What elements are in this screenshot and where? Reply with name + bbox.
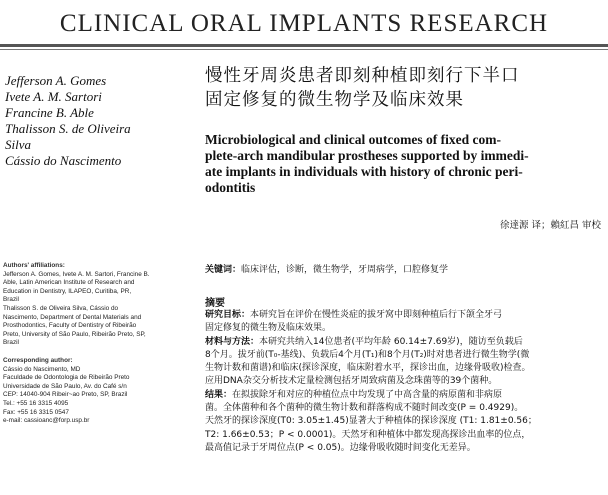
abstract-heading: 摘要 <box>205 298 225 309</box>
abstract-section-label: 结果： <box>205 389 233 400</box>
journal-title: CLINICAL ORAL IMPLANTS RESEARCH <box>59 10 549 37</box>
abstract-line <box>205 429 605 442</box>
affiliations-block <box>3 262 191 426</box>
author-name: Silva <box>5 137 31 152</box>
abstract-line <box>205 402 605 415</box>
abstract-line <box>205 309 605 322</box>
abstract-text: T2: 1.66±0.53；P < 0.0001)。天然牙和种植体中都发现高探诊出血率的位点， <box>205 429 531 440</box>
abstract-line <box>205 322 605 335</box>
abstract-line <box>205 442 605 455</box>
abstract-line <box>205 349 605 362</box>
affiliation-line: Education in Dentistry, ILAPEO, Curitiba, PR, <box>3 287 132 295</box>
keywords-row <box>205 262 605 275</box>
title-en-line: odontitis <box>205 180 256 195</box>
abstract-text: 应用DNA杂交分析技术定量检测包括牙周致病菌及念珠菌等的39个菌种。 <box>205 376 498 387</box>
correspondence-line: Universidade de São Paulo, Av. do Café s/n <box>3 382 127 390</box>
abstract-text: 在拟拔除牙和对应的种植位点中均发现了中高含量的病原菌和非病原 <box>232 389 503 400</box>
abstract-body <box>205 309 605 455</box>
abstract-line <box>205 362 605 375</box>
author-name: Jefferson A. Gomes <box>5 73 107 88</box>
article-title-english <box>205 132 605 196</box>
author-list <box>5 73 195 169</box>
author-name: Ivete A. M. Sartori <box>5 89 102 104</box>
abstract-section-label: 材料与方法： <box>205 336 260 347</box>
affiliation-line: Able, Latin American Institute of Research and <box>3 279 135 287</box>
affiliations-heading: Authors' affiliations: <box>3 262 65 269</box>
author-name: Thalisson S. de Oliveira <box>5 121 131 136</box>
title-cn-line: 固定修复的微生物学及临床效果 <box>205 90 464 110</box>
article-title-chinese <box>205 64 605 112</box>
author-name: Francine B. Able <box>5 105 94 120</box>
abstract-line <box>205 389 605 402</box>
header-rule-thin <box>0 49 608 50</box>
keywords-text: 临床评估，诊断，微生物学，牙周病学，口腔修复学 <box>241 265 449 275</box>
affiliation-line: Brazil <box>3 296 19 304</box>
affiliation-line: Jefferson A. Gomes, Ivete A. M. Sartori, Francine B. <box>3 270 150 278</box>
email-link[interactable]: e-mail: cassioanc@forp.usp.br <box>3 417 90 425</box>
correspondence-line: Cássio do Nascimento, MD <box>3 365 81 373</box>
abstract-line <box>205 415 605 428</box>
abstract-text: 生物计数和菌谱)和临床(探诊深度，临床附着水平，探诊出血，边缘骨吸收)检查。 <box>205 363 531 374</box>
abstract-text: 8个月。拔牙前(T₀-基线)、负载后4个月(T₁)和8个月(T₂)时对患者进行微生物学(微 <box>205 349 530 360</box>
correspondence-line: Tel.: +55 16 3315 4095 <box>3 399 69 407</box>
affiliation-line: Brazil <box>3 339 19 347</box>
abstract-text: 固定修复的微生物及临床效果。 <box>205 323 332 334</box>
affiliation-line: Thalisson S. de Oliveira Silva, Cássio do <box>3 304 119 312</box>
title-en-line: ate implants in individuals with history of chronic peri- <box>205 164 523 179</box>
abstract-text: 最高值记录于牙周位点(P < 0.05)。边缘骨吸收随时间变化无差异。 <box>205 442 476 453</box>
correspondence-heading: Corresponding author: <box>3 356 73 364</box>
title-cn-line: 慢性牙周炎患者即刻种植即刻行下半口 <box>205 66 520 86</box>
header-rule <box>0 44 608 47</box>
abstract-text: 本研究共纳入14位患者(平均年龄 60.14±7.69岁)，随访至负载后 <box>259 336 523 347</box>
affiliation-line: Nascimento, Department of Dental Materials and <box>3 313 142 321</box>
abstract-text: 天然牙的探诊深度(T0: 3.05±1.45)显著大于种植体的探诊深度 (T1: 1.81±0.56； <box>205 416 537 427</box>
correspondence-line: Faculdade de Odontologia de Ribeirão Preto <box>3 374 130 382</box>
correspondence-line: CEP: 14040-904 Ribeir~ao Preto, SP, Brazil <box>3 391 128 399</box>
author-name: Cássio do Nascimento <box>5 153 122 168</box>
abstract-section-label: 研究目标： <box>205 310 251 320</box>
translator-credit: 徐達源 译；賴紅昌 审校 <box>499 220 601 231</box>
keywords-label: 关键词： <box>205 265 242 275</box>
affiliation-line: Preto, University of São Paulo, Ribeirão Preto, SP, <box>3 330 146 338</box>
abstract-text: 本研究旨在评价在慢性炎症的拔牙窝中即刻种植后行下颌全牙弓 <box>250 310 503 320</box>
correspondence-line: Fax: +55 16 3315 0547 <box>3 408 69 416</box>
title-en-line: plete-arch mandibular prostheses supported by immedi- <box>205 148 529 163</box>
affiliation-line: Prosthodontics, Faculty of Dentistry of Ribeirão <box>3 322 137 330</box>
abstract-line <box>205 336 605 349</box>
abstract-line <box>205 375 605 388</box>
title-en-line: Microbiological and clinical outcomes of fixed com- <box>205 132 501 147</box>
abstract-text: 菌。全体菌种和各个菌种的微生物计数和群落构成不随时间改变(P = 0.4929)。 <box>205 403 524 414</box>
